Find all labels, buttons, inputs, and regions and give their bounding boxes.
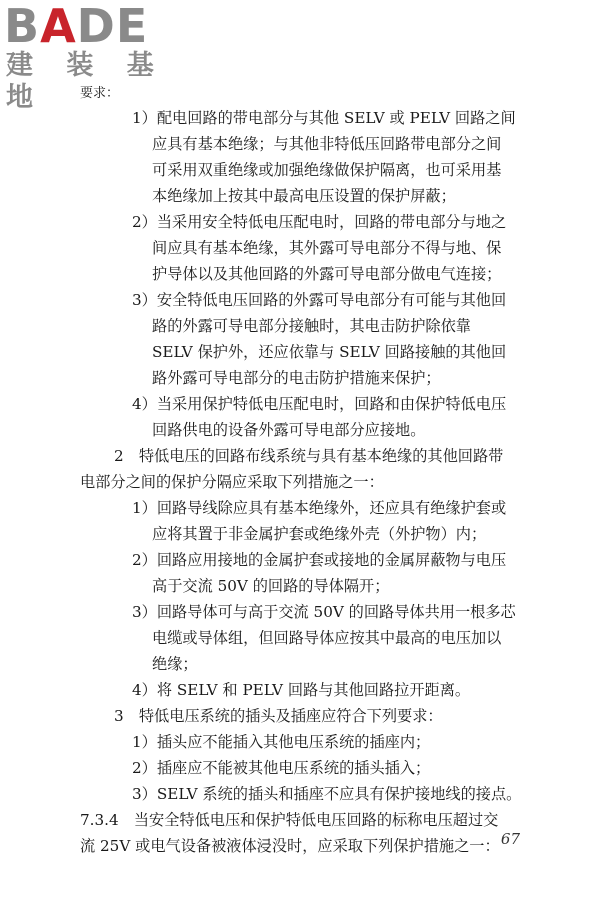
text-line: 2）当采用安全特低电压配电时，回路的带电部分与地之 xyxy=(132,213,507,231)
text-line: 1）回路导线除应具有基本绝缘外，还应具有绝缘护套或 xyxy=(132,499,507,517)
text-line: 3）回路导体可与高于交流 50V 的回路导体共用一根多芯 xyxy=(132,603,516,621)
text-line: 2）插座应不能被其他电压系统的插头插入； xyxy=(132,759,431,777)
text-line: 路外露可导电部分的电击防护措施来保护； xyxy=(152,369,441,387)
logo-letter-b: B xyxy=(4,0,41,53)
text-line: 4）将 SELV 和 PELV 回路与其他回路拉开距离。 xyxy=(132,681,471,699)
text-line: 可采用双重绝缘或加强绝缘做保护隔离，也可采用基 xyxy=(152,161,502,179)
logo-wordmark xyxy=(4,0,179,53)
text-line: 高于交流 50V 的回路的导体隔开； xyxy=(152,577,390,595)
logo-letter-a: A xyxy=(40,0,77,53)
text-line: 流 25V 或电气设备被液体浸没时，应采取下列保护措施之一： xyxy=(80,837,500,855)
text-line: 1）配电回路的带电部分与其他 SELV 或 PELV 回路之间 xyxy=(132,109,516,127)
text-line: 路的外露可导电部分接触时，其电击防护除依靠 xyxy=(152,317,471,335)
text-line: 电部分之间的保护分隔应采取下列措施之一： xyxy=(80,473,384,491)
text-line: 3）SELV 系统的插头和插座不应具有保护接地线的接点。 xyxy=(132,785,522,803)
text-line: 7.3.4 当安全特低电压和保护特低电压回路的标称电压超过交 xyxy=(80,811,499,829)
text-line: 电缆或导体组，但回路导体应按其中最高的电压加以 xyxy=(152,629,502,647)
text-line: 本绝缘加上按其中最高电压设置的保护屏蔽； xyxy=(152,187,456,205)
text-line: 要求： xyxy=(80,86,120,101)
page-number: 67 xyxy=(500,830,520,848)
logo-subtitle: 建 装 基 地 xyxy=(6,50,166,113)
text-line: 回路供电的设备外露可导电部分应接地。 xyxy=(152,421,426,439)
text-line: 应将其置于非金属护套或绝缘外壳（外护物）内； xyxy=(152,525,487,543)
text-line: 应具有基本绝缘；与其他非特低压回路带电部分之间 xyxy=(152,135,502,153)
text-line: 4）当采用保护特低电压配电时，回路和由保护特低电压 xyxy=(132,395,507,413)
text-line: 3 特低电压系统的插头及插座应符合下列要求： xyxy=(114,707,443,725)
text-line: 1）插头应不能插入其他电压系统的插座内； xyxy=(132,733,431,751)
text-line: 绝缘； xyxy=(152,655,198,673)
text-line: 护导体以及其他回路的外露可导电部分做电气连接； xyxy=(152,265,502,283)
text-line: 3）安全特低电压回路的外露可导电部分有可能与其他回 xyxy=(132,291,507,309)
text-line: 2 特低电压的回路布线系统与具有基本绝缘的其他回路带 xyxy=(114,447,504,465)
text-line: 间应具有基本绝缘，其外露可导电部分不得与地、保 xyxy=(152,239,502,257)
text-line: 2）回路应用接地的金属护套或接地的金属屏蔽物与电压 xyxy=(132,551,507,569)
text-line: SELV 保护外，还应依靠与 SELV 回路接触的其他回 xyxy=(152,343,507,361)
logo-letter-e: E xyxy=(115,0,149,53)
logo-letter-d: D xyxy=(76,0,116,53)
